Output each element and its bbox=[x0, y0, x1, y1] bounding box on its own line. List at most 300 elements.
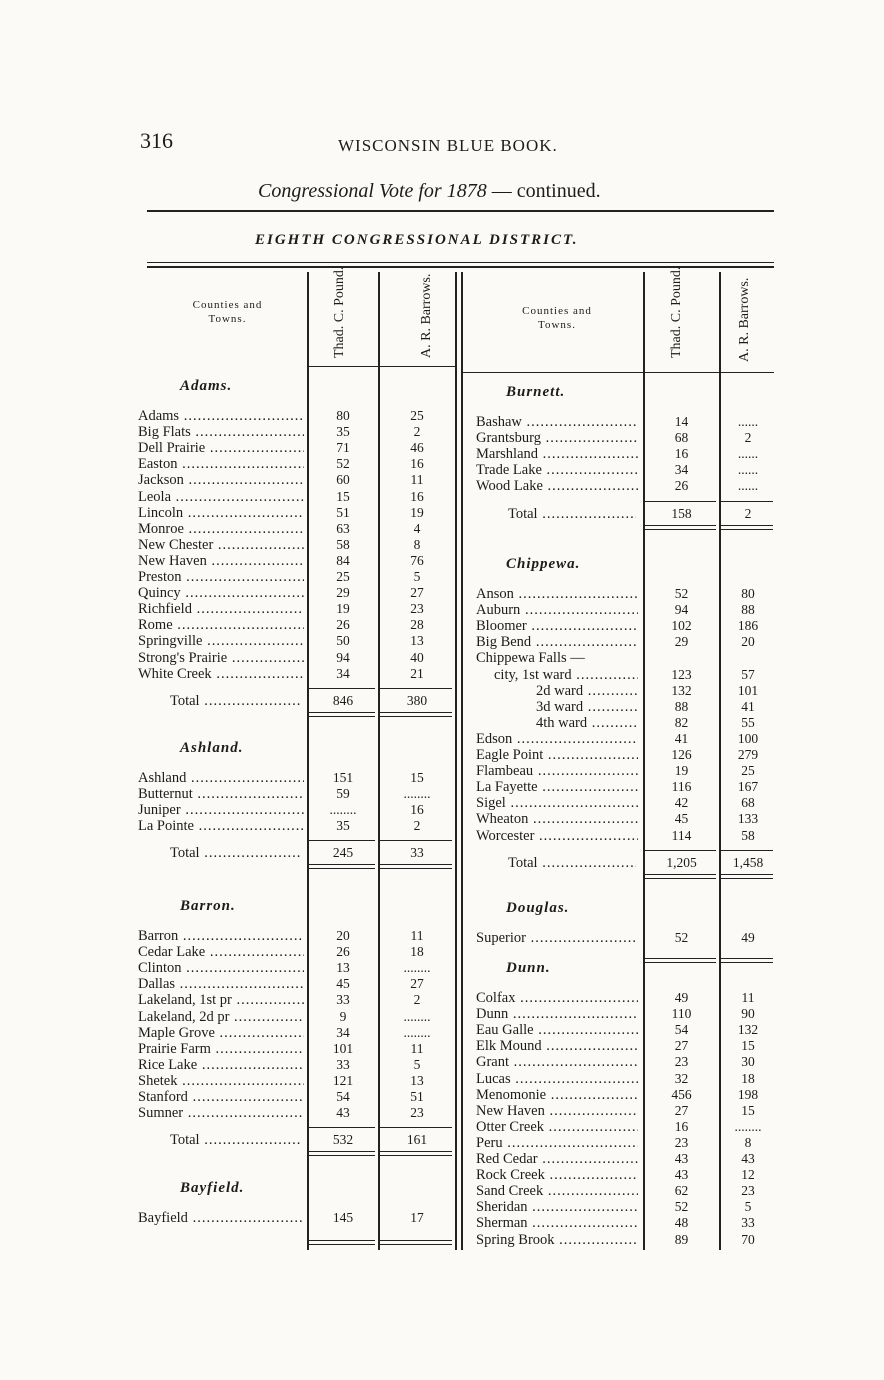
barrows-votes: 23 bbox=[410, 601, 424, 617]
pound-votes: 9 bbox=[339, 1008, 347, 1024]
town-name: Wheaton ..... bbox=[476, 811, 638, 827]
town-name: Clinton ..... bbox=[138, 960, 304, 976]
town-name: Dell Prairie ..... bbox=[138, 440, 304, 456]
total-rule bbox=[378, 864, 452, 865]
town-name: Anson ..... bbox=[476, 586, 638, 602]
barrows-votes: 279 bbox=[737, 747, 759, 762]
barrows-votes: ........ bbox=[403, 1008, 431, 1024]
pound-votes: 43 bbox=[674, 1151, 689, 1166]
barrows-votes: 16 bbox=[410, 456, 424, 472]
pre-total-rule bbox=[643, 501, 716, 502]
town-name: Bloomer ..... bbox=[476, 618, 638, 634]
pre-total-rule bbox=[378, 688, 452, 689]
town-name: 2d ward ..... bbox=[536, 683, 638, 699]
table-row bbox=[476, 667, 774, 683]
pound-votes: 43 bbox=[674, 1167, 689, 1183]
total-rule bbox=[719, 525, 773, 526]
table-row bbox=[138, 489, 453, 505]
total-rule bbox=[307, 716, 375, 717]
table-row bbox=[476, 1022, 774, 1038]
pound-votes: 19 bbox=[674, 763, 689, 779]
barrows-votes: 68 bbox=[741, 795, 755, 811]
table-row bbox=[138, 770, 453, 786]
col-line-4 bbox=[461, 272, 463, 1250]
town-name: Rome ..... bbox=[138, 617, 304, 633]
county-heading: Burnett. bbox=[506, 384, 566, 400]
pound-votes: 71 bbox=[336, 440, 350, 456]
table-row bbox=[138, 992, 453, 1008]
table-row bbox=[138, 601, 453, 617]
barrows-votes: 55 bbox=[741, 714, 755, 730]
pound-votes: 16 bbox=[674, 1118, 689, 1134]
table-row bbox=[476, 699, 774, 715]
douglas-rule bbox=[719, 962, 773, 963]
pound-votes: 26 bbox=[336, 617, 350, 633]
barrows-votes: 11 bbox=[410, 928, 424, 943]
barrows-votes: 51 bbox=[410, 1089, 424, 1104]
pre-total-rule bbox=[378, 1127, 452, 1128]
total-label: Total ..... bbox=[170, 844, 302, 862]
pound-votes: 43 bbox=[336, 1105, 350, 1121]
pound-votes: 94 bbox=[674, 602, 689, 618]
total-rule bbox=[643, 529, 716, 530]
pre-total-rule bbox=[719, 501, 773, 502]
left-cand2-header: A. R. Barrows. bbox=[419, 273, 434, 358]
table-row bbox=[476, 1071, 774, 1087]
town-name: Dallas ..... bbox=[138, 976, 304, 992]
total-pound: 245 bbox=[332, 845, 354, 861]
bayfield-rule bbox=[307, 1244, 375, 1245]
table-row bbox=[138, 1105, 453, 1121]
total-row bbox=[508, 854, 774, 872]
pound-votes: 82 bbox=[674, 714, 689, 730]
barrows-votes: 18 bbox=[410, 944, 424, 960]
barrows-votes: 49 bbox=[741, 930, 755, 945]
town-name: Prairie Farm ..... bbox=[138, 1041, 304, 1057]
table-row bbox=[138, 1073, 453, 1089]
total-barrows: 1,458 bbox=[732, 854, 764, 870]
barrows-votes: ........ bbox=[734, 1118, 762, 1134]
bayfield-rule bbox=[378, 1240, 452, 1241]
pound-votes: 23 bbox=[674, 1054, 689, 1070]
town-name: Worcester ..... bbox=[476, 828, 638, 844]
table-row bbox=[476, 414, 774, 430]
pound-votes: 29 bbox=[674, 634, 689, 650]
bayfield-rule bbox=[307, 1240, 375, 1241]
town-name: Superior ..... bbox=[476, 930, 638, 946]
total-pound: 532 bbox=[332, 1132, 354, 1148]
pound-votes: 54 bbox=[674, 1022, 689, 1038]
table-row bbox=[476, 462, 774, 478]
pound-votes: 58 bbox=[336, 536, 350, 552]
total-rule bbox=[307, 1151, 375, 1152]
town-name: New Haven ..... bbox=[476, 1103, 638, 1119]
total-row bbox=[170, 692, 453, 710]
town-name: Jackson ..... bbox=[138, 472, 304, 488]
left-header-rule bbox=[307, 366, 455, 367]
town-name: Shetek ..... bbox=[138, 1073, 304, 1089]
pound-votes: 59 bbox=[336, 786, 350, 802]
pound-votes: 126 bbox=[671, 747, 692, 762]
barrows-votes: 28 bbox=[410, 617, 424, 633]
town-name: Edson ..... bbox=[476, 731, 638, 747]
table-row bbox=[138, 633, 453, 649]
town-name: Bayfield ..... bbox=[138, 1210, 304, 1226]
total-label: Total ..... bbox=[170, 692, 302, 710]
pound-votes: 101 bbox=[332, 1040, 354, 1056]
barrows-votes: 23 bbox=[741, 1183, 755, 1199]
total-row bbox=[170, 844, 453, 862]
pound-votes: 34 bbox=[336, 1024, 350, 1040]
town-name: Bashaw ..... bbox=[476, 414, 638, 430]
table-row bbox=[138, 976, 453, 992]
pound-votes: 50 bbox=[336, 633, 350, 649]
barrows-votes: 11 bbox=[410, 472, 424, 488]
barrows-votes: 27 bbox=[410, 976, 424, 992]
town-name: Butternut ..... bbox=[138, 786, 304, 802]
table-row bbox=[476, 1199, 774, 1215]
total-label: Total ..... bbox=[508, 505, 636, 523]
town-name: Lakeland, 1st pr ..... bbox=[138, 992, 304, 1008]
barrows-votes: 5 bbox=[744, 1199, 752, 1215]
barrows-votes: 17 bbox=[410, 1210, 424, 1225]
total-pound: 1,205 bbox=[666, 854, 697, 870]
barrows-votes: 15 bbox=[741, 1102, 755, 1118]
town-name: Quincy ..... bbox=[138, 585, 304, 601]
table-row bbox=[138, 537, 453, 553]
total-rule bbox=[307, 864, 375, 865]
table-row bbox=[138, 802, 453, 818]
table-row bbox=[476, 650, 774, 666]
town-name: Red Cedar ..... bbox=[476, 1151, 638, 1167]
barrows-votes: 76 bbox=[410, 552, 424, 568]
town-name: Wood Lake ..... bbox=[476, 478, 638, 494]
table-row bbox=[476, 602, 774, 618]
pound-votes: 456 bbox=[671, 1086, 692, 1102]
table-row bbox=[476, 586, 774, 602]
table-row bbox=[138, 440, 453, 456]
barrows-votes: 23 bbox=[410, 1105, 424, 1121]
total-row bbox=[508, 505, 774, 523]
table-row bbox=[476, 446, 774, 462]
pound-votes: 48 bbox=[674, 1215, 689, 1231]
table-row bbox=[138, 569, 453, 585]
table-row bbox=[476, 828, 774, 844]
town-name: Sand Creek ..... bbox=[476, 1183, 638, 1199]
table-row bbox=[138, 786, 453, 802]
town-name: Otter Creek ..... bbox=[476, 1119, 638, 1135]
pound-votes: 13 bbox=[336, 960, 350, 976]
barrows-votes: 186 bbox=[737, 618, 759, 634]
barrows-votes: 4 bbox=[413, 520, 421, 536]
town-name: Spring Brook ..... bbox=[476, 1232, 638, 1248]
pound-votes: 45 bbox=[336, 976, 350, 992]
county-heading: Adams. bbox=[180, 378, 233, 394]
pound-votes: 88 bbox=[674, 698, 689, 714]
town-name: New Haven ..... bbox=[138, 553, 304, 569]
pound-votes: 33 bbox=[336, 1056, 350, 1072]
table-row bbox=[476, 430, 774, 446]
douglas-rule bbox=[643, 958, 716, 959]
town-name: Richfield ..... bbox=[138, 601, 304, 617]
subtitle-continued: — continued. bbox=[486, 180, 601, 202]
town-name: Colfax ..... bbox=[476, 990, 638, 1006]
left-cand1-header: Thad. C. Pound. bbox=[332, 266, 347, 358]
table-row bbox=[476, 747, 774, 763]
table-row bbox=[476, 478, 774, 494]
right-cand1-header: Thad. C. Pound. bbox=[669, 266, 684, 358]
pound-votes: 16 bbox=[674, 446, 689, 462]
total-rule bbox=[643, 525, 716, 526]
barrows-votes: 19 bbox=[410, 504, 424, 520]
town-name: Lakeland, 2d pr ..... bbox=[138, 1009, 304, 1025]
town-name: Grant ..... bbox=[476, 1054, 638, 1070]
total-rule bbox=[378, 1151, 452, 1152]
pound-votes: 60 bbox=[336, 472, 350, 488]
barrows-votes: 27 bbox=[410, 585, 424, 601]
total-rule bbox=[719, 874, 773, 875]
pound-votes: 121 bbox=[332, 1072, 354, 1088]
barrows-votes: 167 bbox=[737, 779, 759, 795]
town-name: Maple Grove ..... bbox=[138, 1025, 304, 1041]
town-name: Cedar Lake ..... bbox=[138, 944, 304, 960]
table-row bbox=[476, 715, 774, 731]
town-name: Stanford ..... bbox=[138, 1089, 304, 1105]
barrows-votes: 101 bbox=[737, 682, 759, 698]
barrows-votes: 21 bbox=[410, 665, 424, 681]
barrows-votes: 58 bbox=[741, 827, 755, 843]
pound-votes: 19 bbox=[336, 601, 350, 617]
table-row bbox=[476, 1103, 774, 1119]
barrows-votes: 46 bbox=[410, 440, 424, 456]
pound-votes: 68 bbox=[674, 430, 689, 446]
pound-votes: 41 bbox=[674, 730, 689, 746]
town-name: Chippewa Falls — bbox=[476, 650, 585, 667]
table-row bbox=[138, 944, 453, 960]
town-name: White Creek ..... bbox=[138, 666, 304, 682]
table-row bbox=[476, 683, 774, 699]
barrows-votes: 13 bbox=[410, 633, 424, 649]
table-row bbox=[476, 811, 774, 827]
barrows-votes: 132 bbox=[737, 1022, 759, 1038]
total-rule bbox=[307, 712, 375, 713]
town-name: Eagle Point ..... bbox=[476, 747, 638, 763]
total-barrows: 2 bbox=[744, 505, 752, 521]
col-line-3 bbox=[455, 272, 457, 1250]
pound-votes: 29 bbox=[336, 585, 350, 601]
table-row bbox=[476, 763, 774, 779]
table-top-rule bbox=[147, 262, 774, 263]
total-rule bbox=[307, 868, 375, 869]
barrows-votes: 90 bbox=[741, 1006, 755, 1022]
total-row bbox=[170, 1131, 453, 1149]
barrows-votes: 70 bbox=[741, 1231, 755, 1247]
table-row bbox=[476, 1183, 774, 1199]
barrows-votes: ........ bbox=[403, 1024, 431, 1040]
table-row bbox=[138, 521, 453, 537]
table-row bbox=[138, 1025, 453, 1041]
county-heading: Douglas. bbox=[506, 900, 570, 916]
barrows-votes: ...... bbox=[737, 478, 759, 494]
town-name: 4th ward ..... bbox=[536, 715, 638, 731]
right-header-rule bbox=[461, 372, 774, 373]
town-name: Sheridan ..... bbox=[476, 1199, 638, 1215]
pound-votes: 23 bbox=[674, 1134, 689, 1150]
town-name: Big Bend ..... bbox=[476, 634, 638, 650]
pound-votes: 123 bbox=[671, 666, 692, 682]
table-row bbox=[476, 1087, 774, 1103]
pre-total-rule bbox=[378, 840, 452, 841]
county-heading: Chippewa. bbox=[506, 556, 581, 572]
table-row bbox=[138, 650, 453, 666]
table-row bbox=[138, 617, 453, 633]
town-name: Flambeau ..... bbox=[476, 763, 638, 779]
table-row bbox=[138, 553, 453, 569]
total-barrows: 161 bbox=[406, 1132, 428, 1148]
total-rule bbox=[378, 868, 452, 869]
table-row bbox=[476, 1038, 774, 1054]
town-name: Barron ..... bbox=[138, 928, 304, 944]
barrows-votes: 2 bbox=[413, 818, 421, 834]
town-name: Grantsburg ..... bbox=[476, 430, 638, 446]
table-row bbox=[476, 731, 774, 747]
pound-votes: 94 bbox=[336, 649, 350, 665]
county-heading: Dunn. bbox=[506, 960, 551, 976]
pound-votes: 27 bbox=[674, 1038, 689, 1054]
right-cand2-header: A. R. Barrows. bbox=[737, 277, 752, 362]
table-row bbox=[138, 1041, 453, 1057]
barrows-votes: 15 bbox=[410, 770, 424, 785]
county-heading: Ashland. bbox=[180, 740, 244, 756]
table-row bbox=[476, 990, 774, 1006]
town-name: Dunn ..... bbox=[476, 1006, 638, 1022]
pound-votes: 45 bbox=[674, 811, 689, 827]
town-name: Ashland ..... bbox=[138, 770, 304, 786]
table-row bbox=[138, 1210, 453, 1226]
barrows-votes: 8 bbox=[744, 1134, 752, 1150]
table-row bbox=[138, 928, 453, 944]
barrows-votes: 18 bbox=[741, 1070, 755, 1086]
pound-votes: 52 bbox=[336, 456, 350, 472]
table-row bbox=[138, 818, 453, 834]
total-rule bbox=[378, 1155, 452, 1156]
town-name: Trade Lake ..... bbox=[476, 462, 638, 478]
table-row bbox=[476, 1167, 774, 1183]
page-subtitle bbox=[258, 180, 601, 203]
pound-votes: 114 bbox=[671, 827, 692, 843]
total-label: Total ..... bbox=[508, 854, 636, 872]
table-row bbox=[138, 666, 453, 682]
barrows-votes: ...... bbox=[737, 462, 759, 478]
barrows-votes: 25 bbox=[410, 408, 424, 423]
total-pound: 846 bbox=[332, 692, 354, 708]
town-name: Leola ..... bbox=[138, 489, 304, 505]
barrows-votes: 2 bbox=[413, 992, 421, 1008]
running-head: WISCONSIN BLUE BOOK. bbox=[338, 136, 558, 155]
barrows-votes: 16 bbox=[410, 488, 424, 504]
barrows-votes: 15 bbox=[741, 1038, 755, 1054]
total-rule bbox=[643, 878, 716, 879]
total-rule bbox=[307, 1155, 375, 1156]
table-row bbox=[476, 1135, 774, 1151]
table-row bbox=[476, 634, 774, 650]
pound-votes: 110 bbox=[671, 1006, 692, 1022]
pound-votes: 42 bbox=[674, 795, 689, 811]
district-title: EIGHTH CONGRESSIONAL DISTRICT. bbox=[255, 232, 579, 248]
right-counties-header bbox=[472, 304, 642, 332]
total-pound: 158 bbox=[671, 505, 692, 521]
pound-votes: 84 bbox=[336, 552, 350, 568]
barrows-votes: 12 bbox=[741, 1167, 755, 1183]
pound-votes: 132 bbox=[671, 682, 692, 698]
barrows-votes: 8 bbox=[413, 536, 421, 552]
pound-votes: 145 bbox=[332, 1210, 354, 1225]
town-name: Menomonie ..... bbox=[476, 1087, 638, 1103]
town-name: Sherman ..... bbox=[476, 1215, 638, 1231]
barrows-votes: 2 bbox=[744, 430, 752, 446]
pound-votes: 33 bbox=[336, 992, 350, 1008]
pound-votes: 34 bbox=[674, 462, 689, 478]
town-name: Rock Creek ..... bbox=[476, 1167, 638, 1183]
county-heading: Barron. bbox=[180, 898, 236, 914]
town-name: Auburn ..... bbox=[476, 602, 638, 618]
county-heading: Bayfield. bbox=[180, 1180, 245, 1196]
bayfield-rule bbox=[378, 1244, 452, 1245]
barrows-votes: 40 bbox=[410, 649, 424, 665]
barrows-votes: 5 bbox=[413, 1056, 421, 1072]
town-name: Rice Lake ..... bbox=[138, 1057, 304, 1073]
town-name: Adams ..... bbox=[138, 408, 304, 424]
pound-votes: 102 bbox=[671, 618, 692, 634]
barrows-votes: ...... bbox=[737, 446, 759, 462]
pound-votes: 25 bbox=[336, 569, 350, 584]
pound-votes: 14 bbox=[674, 414, 689, 429]
total-label: Total ..... bbox=[170, 1131, 302, 1149]
table-row bbox=[138, 585, 453, 601]
total-rule bbox=[719, 878, 773, 879]
table-row bbox=[138, 505, 453, 521]
barrows-votes: 30 bbox=[741, 1054, 755, 1070]
pound-votes: 35 bbox=[336, 818, 350, 834]
barrows-votes: 43 bbox=[741, 1151, 755, 1166]
town-name: Elk Mound ..... bbox=[476, 1038, 638, 1054]
town-name: Juniper ..... bbox=[138, 802, 304, 818]
town-name: Sigel ..... bbox=[476, 795, 638, 811]
barrows-votes: 198 bbox=[737, 1086, 759, 1102]
pound-votes: 52 bbox=[674, 586, 689, 601]
pound-votes: ........ bbox=[329, 802, 357, 818]
table-row bbox=[476, 795, 774, 811]
barrows-votes: 88 bbox=[741, 602, 755, 618]
pound-votes: 80 bbox=[336, 408, 350, 423]
total-rule bbox=[378, 716, 452, 717]
table-row bbox=[476, 1232, 774, 1248]
barrows-votes: 25 bbox=[741, 763, 755, 779]
pound-votes: 27 bbox=[674, 1102, 689, 1118]
barrows-votes: 11 bbox=[410, 1040, 424, 1056]
pound-votes: 15 bbox=[336, 488, 350, 504]
table-row bbox=[138, 408, 453, 424]
subtitle-italic: Congressional Vote for 1878 bbox=[258, 180, 487, 202]
barrows-votes: 5 bbox=[413, 569, 421, 584]
pound-votes: 20 bbox=[336, 928, 350, 943]
table-row bbox=[476, 618, 774, 634]
pre-total-rule bbox=[307, 688, 375, 689]
town-name: Lucas ..... bbox=[476, 1071, 638, 1087]
pre-total-rule bbox=[719, 850, 773, 851]
table-row bbox=[138, 424, 453, 440]
table-row bbox=[476, 1151, 774, 1167]
